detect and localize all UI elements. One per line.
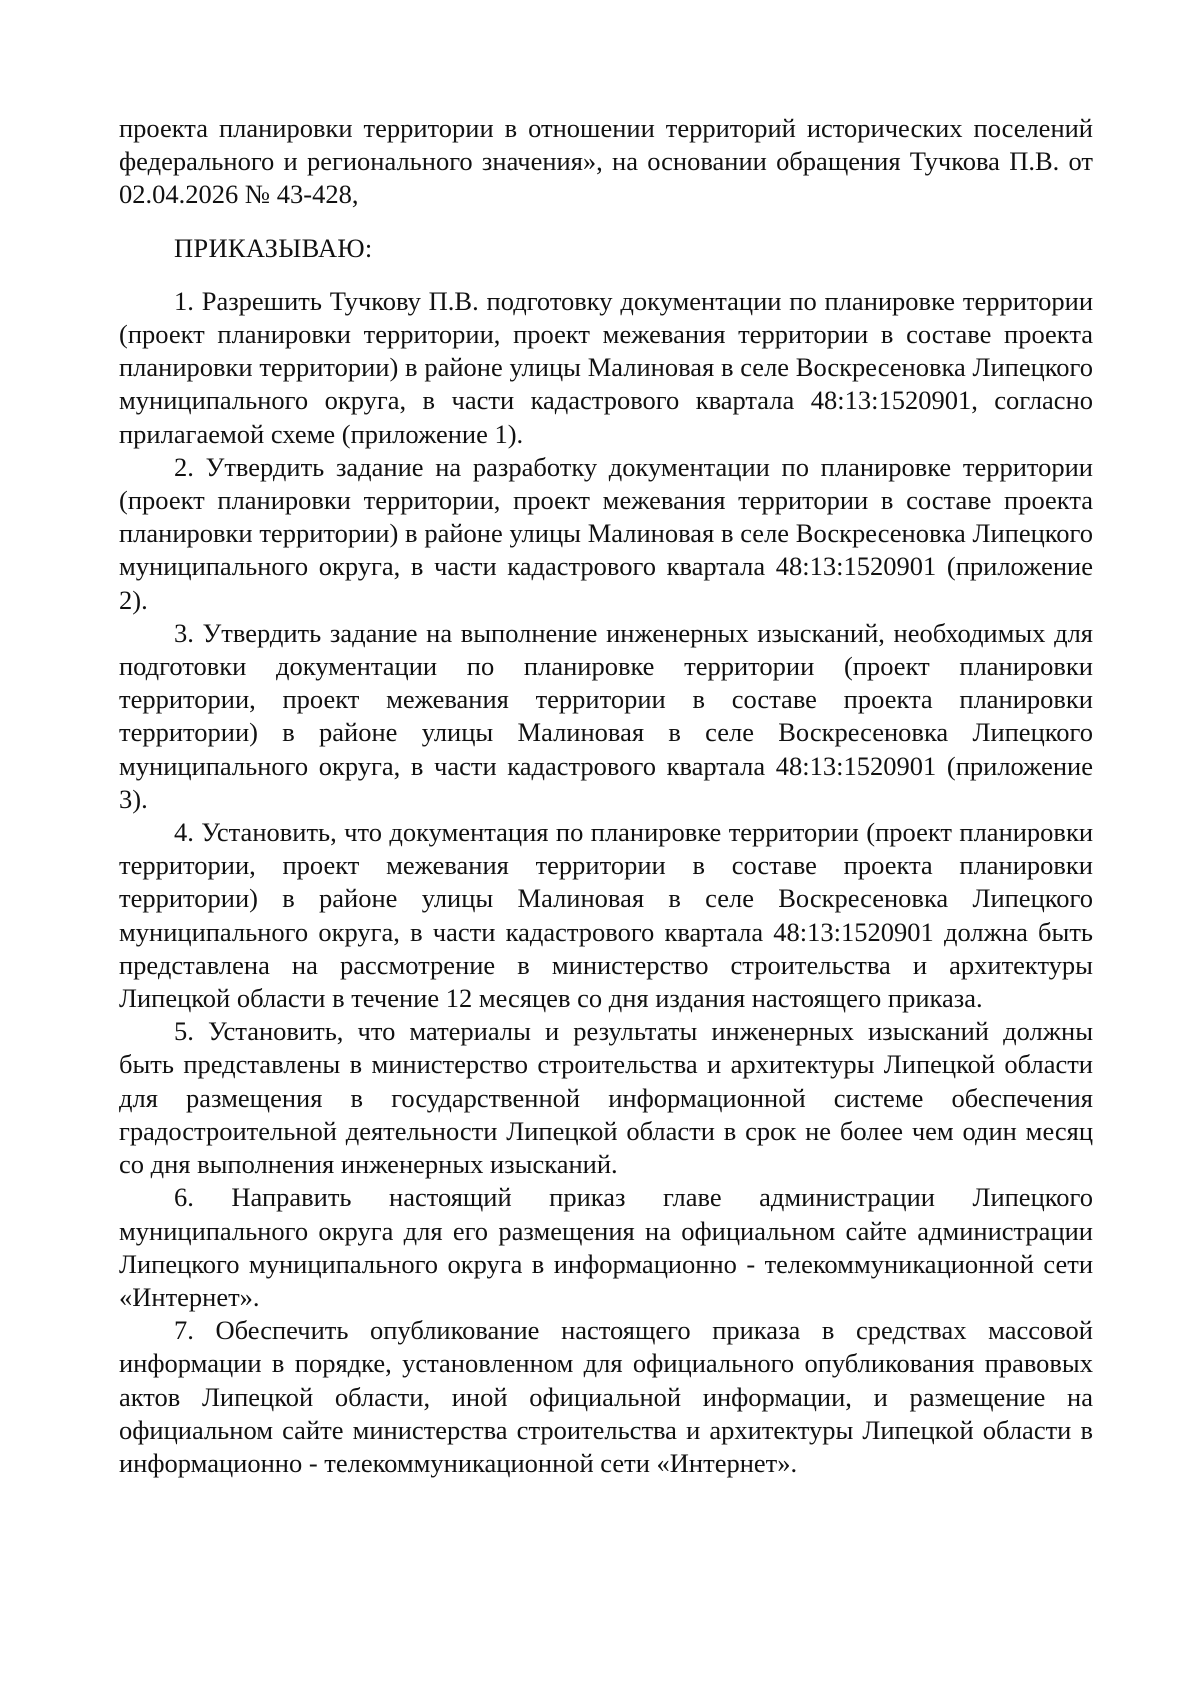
document-body xyxy=(119,112,1093,1480)
order-item-1: 1. Разрешить Тучкову П.В. подготовку документации по планировке территории (проект планировки территории, проект межевания территории в составе проекта планировки территории) в районе улицы Малиновая в селе Воскресеновка Липецкого муниципального округа, в части кадастрового квартала 48:13:1520901, согласно прилагаемой схеме (приложение 1). xyxy=(119,285,1093,449)
order-item-2: 2. Утвердить задание на разработку документации по планировке территории (проект планировки территории, проект межевания территории в составе проекта планировки территории) в районе улицы Малиновая в селе Воскресеновка Липецкого муниципального округа, в части кадастрового квартала 48:13:1520901 (приложение 2). xyxy=(119,451,1093,615)
order-heading: ПРИКАЗЫВАЮ: xyxy=(174,232,373,263)
order-item-6: 6. Направить настоящий приказ главе администрации Липецкого муниципального округа для его размещения на официальном сайте администрации Липецкого муниципального округа в информационно - телекоммуникационной сети «Интернет». xyxy=(119,1182,1093,1312)
order-item-4: 4. Установить, что документация по планировке территории (проект планировки территории, проект межевания территории в составе проекта планировки территории) в районе улицы Малиновая в селе Воскресеновка Липецкого муниципального округа, в части кадастрового квартала 48:13:1520901 должна быть представлена на рассмотрение в министерство строительства и архитектуры Липецкой области в течение 12 месяцев со дня издания настоящего приказа. xyxy=(119,817,1093,1014)
order-item-3: 3. Утвердить задание на выполнение инженерных изысканий, необходимых для подготовки документации по планировке территории (проект планировки территории, проект межевания территории в составе проекта планировки территории) в районе улицы Малиновая в селе Воскресеновка Липецкого муниципального округа, в части кадастрового квартала 48:13:1520901 (приложение 3). xyxy=(119,617,1093,814)
order-item-7: 7. Обеспечить опубликование настоящего приказа в средствах массовой информации в порядке, установленном для официального опубликования правовых актов Липецкой области, иной официальной информации, и размещение на официальном сайте министерства строительства и архитектуры Липецкой области в информационно - телекоммуникационной сети «Интернет». xyxy=(119,1315,1093,1478)
order-item-5: 5. Установить, что материалы и результаты инженерных изысканий должны быть представлены в министерство строительства и архитектуры Липецкой области для размещения в государственной информационной системе обеспечения градостроительной деятельности Липецкой области в срок не более чем один месяц со дня выполнения инженерных изысканий. xyxy=(119,1016,1093,1180)
intro-paragraph: проекта планировки территории в отношении территорий исторических поселений федерального и регионального значения», на основании обращения Тучкова П.В. от 02.04.2026 № 43-428, xyxy=(119,113,1093,210)
